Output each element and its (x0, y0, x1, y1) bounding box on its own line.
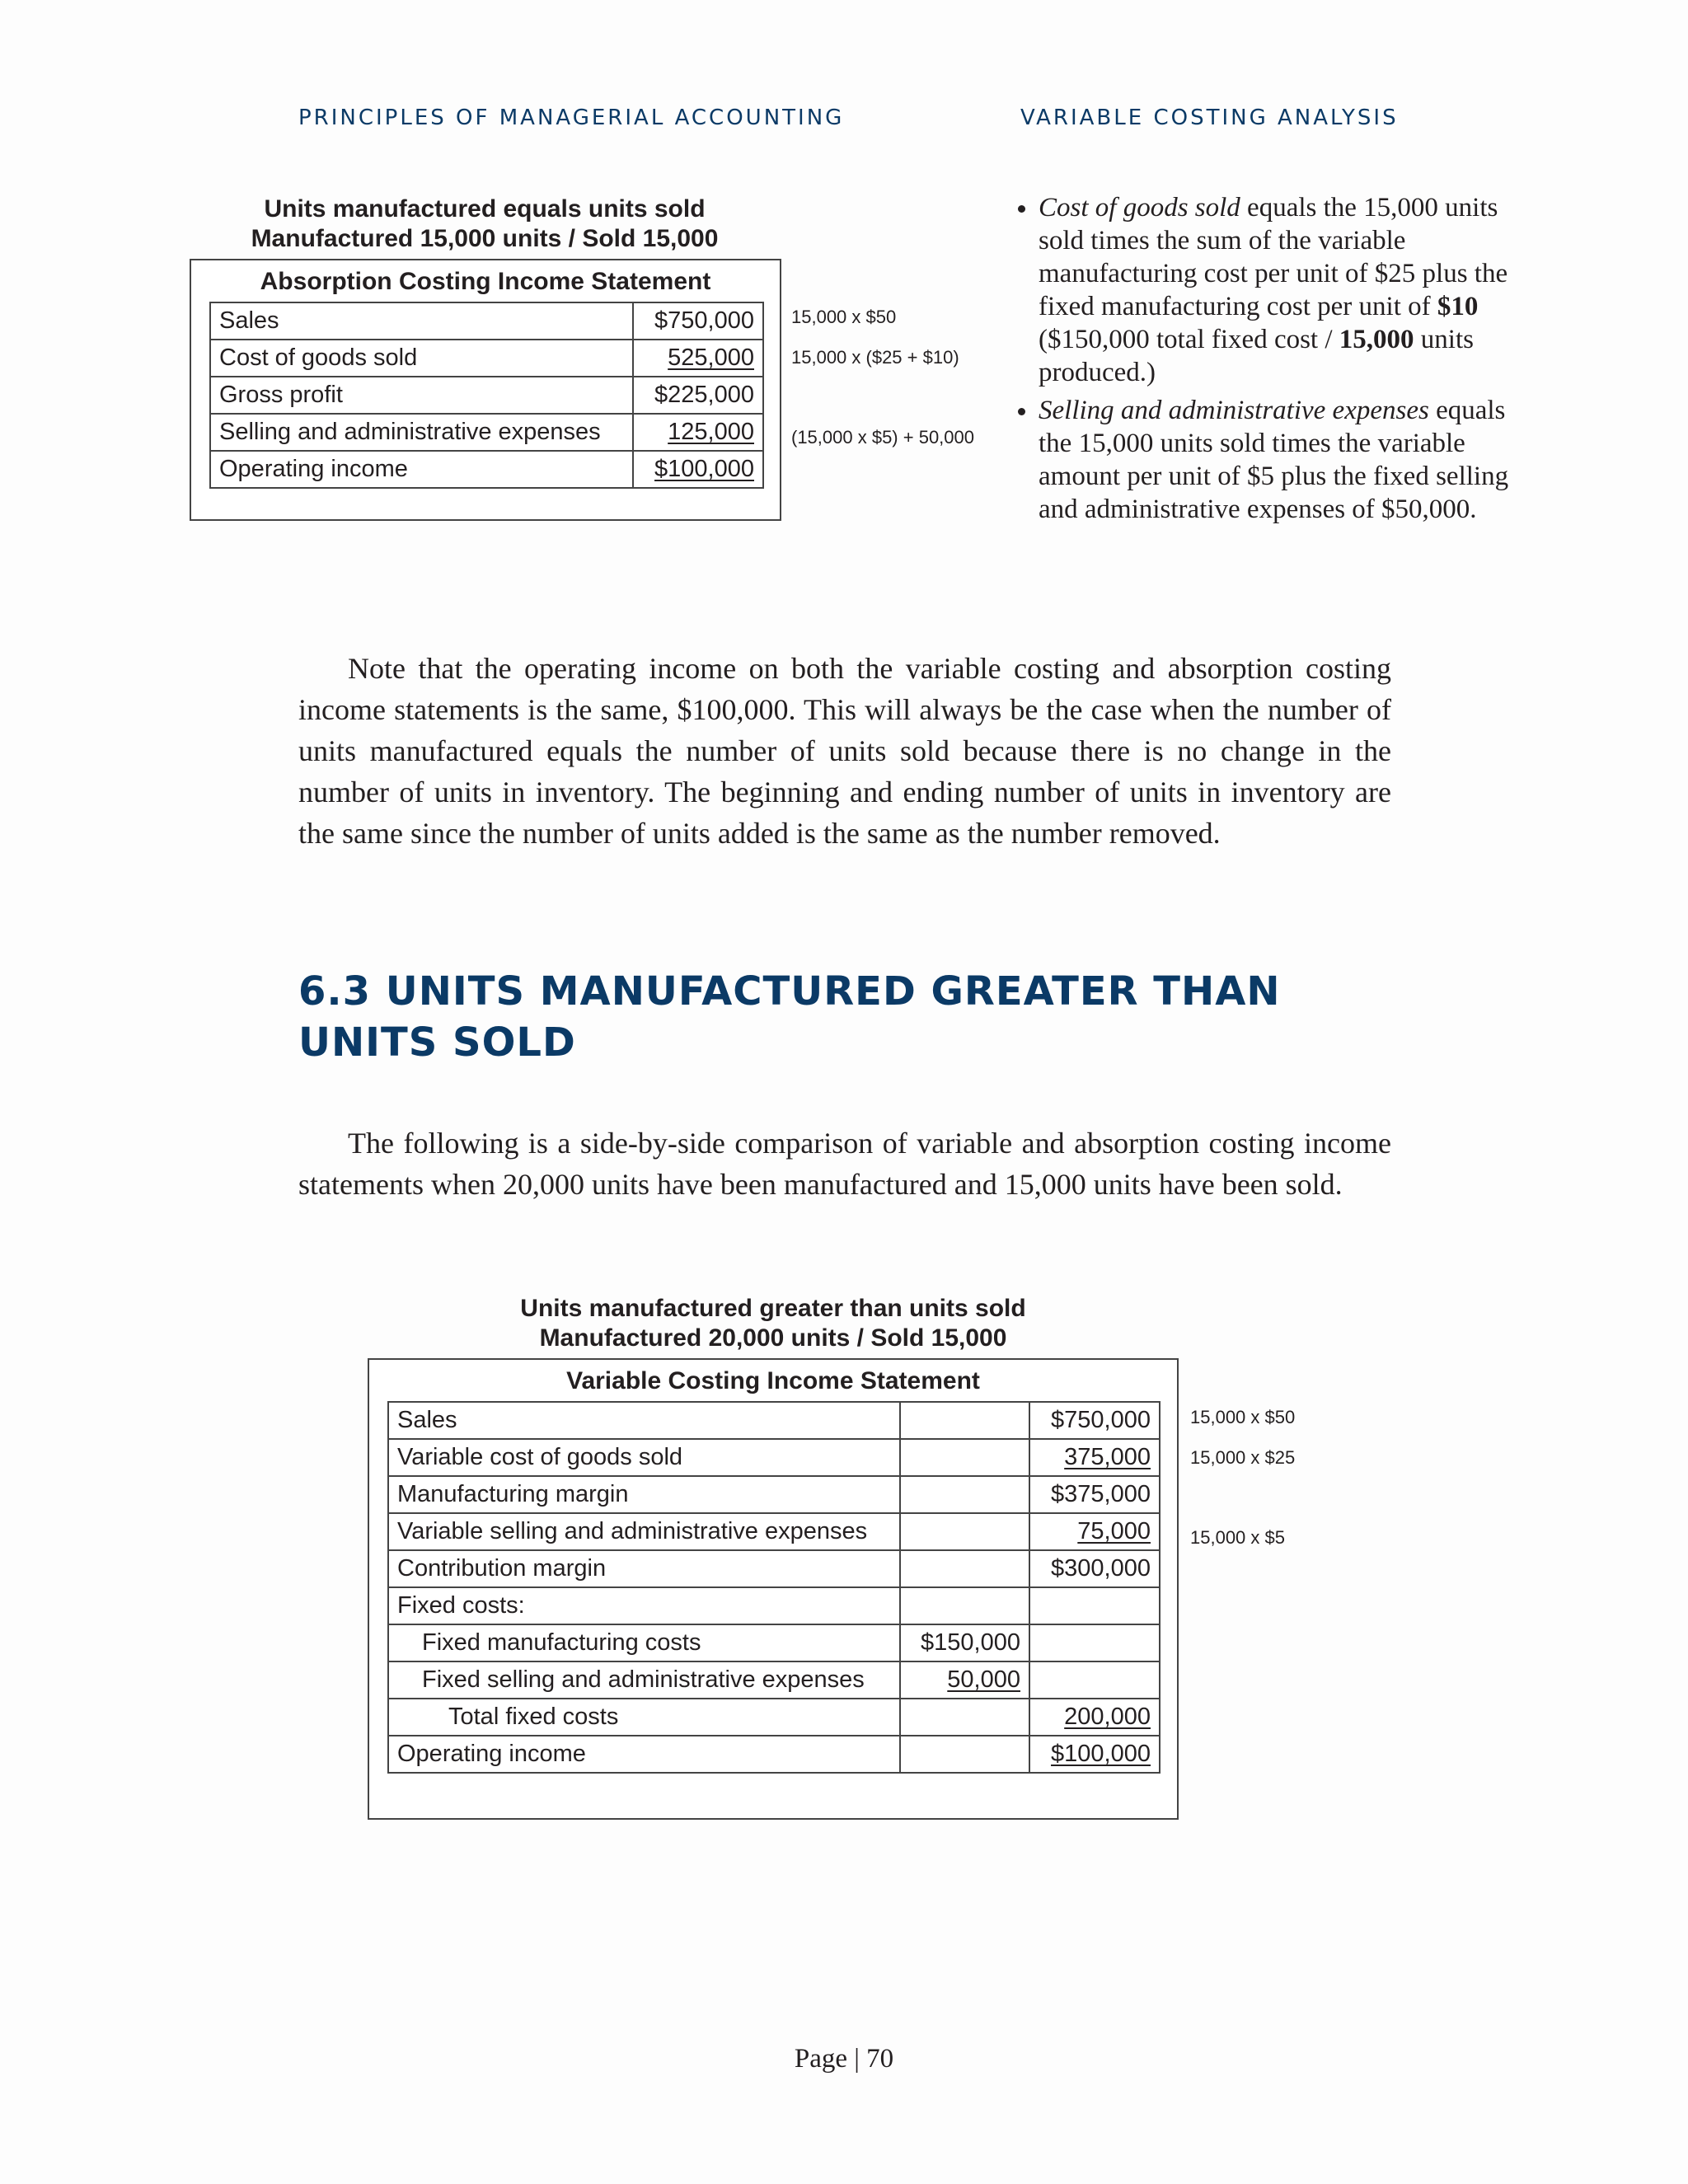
row-value: 75,000 (1077, 1518, 1151, 1544)
absorption-statement-title: Absorption Costing Income Statement (260, 268, 711, 295)
row-value (1029, 1661, 1160, 1699)
page-number: Page | 70 (794, 2044, 894, 2074)
variable-statement-title: Variable Costing Income Statement (566, 1367, 980, 1394)
row-mid-value (900, 1550, 1029, 1587)
row-value: $375,000 (1029, 1476, 1160, 1513)
row-mid-value (900, 1476, 1029, 1513)
row-value: $100,000 (1051, 1741, 1151, 1767)
row-value: $225,000 (633, 377, 763, 414)
table-row (210, 377, 763, 414)
row-mid-value (900, 1736, 1029, 1773)
row-mid-value: 50,000 (947, 1666, 1020, 1693)
row-label: Contribution margin (388, 1550, 900, 1587)
bullet-term: Selling and administrative expenses (1039, 396, 1429, 425)
row-label: Fixed selling and administrative expenses (388, 1661, 900, 1699)
row-label: Sales (210, 302, 633, 340)
table-row (210, 451, 763, 488)
row-value: $100,000 (654, 456, 754, 482)
bullet-cost-of-goods-sold (1039, 191, 1533, 389)
bullet-text: equals the 15,000 units sold times the sum of the variable manufacturing cost per unit of $25 plus the fixed manufacturing cost per unit of (1039, 193, 1508, 321)
variable-statement-table (387, 1401, 1160, 1774)
section-heading: 6.3 UNITS MANUFACTURED GREATER THAN UNITS SOLD (298, 968, 1281, 1066)
table-row (388, 1661, 1160, 1699)
row-mid-value (900, 1439, 1029, 1476)
row-label: Variable selling and administrative expenses (388, 1513, 900, 1550)
caption-line-2: Manufactured 20,000 units / Sold 15,000 (539, 1324, 1007, 1352)
bullet-selling-admin (1039, 394, 1533, 526)
variable-statement-caption (368, 1294, 1179, 1353)
row-label: Gross profit (210, 377, 633, 414)
table-row (210, 414, 763, 451)
calc-note: 15,000 x ($25 + $10) (791, 347, 959, 368)
table-row (388, 1736, 1160, 1773)
table-row (388, 1513, 1160, 1550)
row-value: 200,000 (1064, 1704, 1151, 1730)
table-row (388, 1699, 1160, 1736)
absorption-statement-caption (190, 194, 780, 254)
row-mid-value (900, 1699, 1029, 1736)
table-row (388, 1587, 1160, 1624)
row-label: Operating income (388, 1736, 900, 1773)
calc-note: 15,000 x $5 (1190, 1527, 1285, 1548)
row-mid-value (900, 1402, 1029, 1439)
row-value: $750,000 (1029, 1402, 1160, 1439)
row-value: 525,000 (668, 344, 754, 371)
row-label: Variable cost of goods sold (388, 1439, 900, 1476)
body-paragraph: Note that the operating income on both the variable costing and absorption costing income statements is the same, $100,000. This will always be the case when the number of units manufactured equals the number of units sold because there is no change in the number of units in inventory. The beginning and ending number of units in inventory are the same since the number of units added is the same as the number removed. (298, 652, 1391, 850)
row-label: Total fixed costs (388, 1699, 900, 1736)
row-value: $300,000 (1029, 1550, 1160, 1587)
row-label: Fixed manufacturing costs (388, 1624, 900, 1661)
row-value: $750,000 (633, 302, 763, 340)
table-row (388, 1624, 1160, 1661)
row-mid-value (900, 1513, 1029, 1550)
row-label: Selling and administrative expenses (210, 414, 633, 451)
caption-line-1: Units manufactured equals units sold (264, 195, 706, 223)
bullet-text: ($150,000 total fixed cost / (1039, 325, 1339, 354)
calc-note: 15,000 x $50 (791, 307, 897, 327)
row-label: Cost of goods sold (210, 340, 633, 377)
bullet-bold: 15,000 (1339, 325, 1414, 354)
row-value (1029, 1624, 1160, 1661)
calc-note: 15,000 x $25 (1190, 1447, 1296, 1468)
row-value: 125,000 (668, 419, 754, 445)
bullet-bold: $10 (1437, 292, 1479, 321)
absorption-statement-table (209, 302, 764, 489)
row-label: Operating income (210, 451, 633, 488)
table-row (210, 340, 763, 377)
variable-statement-box (368, 1358, 1179, 1820)
caption-line-1: Units manufactured greater than units sold (520, 1295, 1026, 1322)
row-value (1029, 1587, 1160, 1624)
row-label: Manufacturing margin (388, 1476, 900, 1513)
caption-line-2: Manufactured 15,000 units / Sold 15,000 (251, 225, 719, 252)
table-row (388, 1550, 1160, 1587)
bullet-text: equals the 15,000 units sold times the variable amount per unit of $5 plus the fixed selling and administrative expenses of $50,000. (1039, 396, 1509, 524)
calc-note: (15,000 x $5) + 50,000 (791, 427, 974, 448)
calc-note: 15,000 x $50 (1190, 1407, 1296, 1427)
body-paragraph: The following is a side-by-side comparison of variable and absorption costing income statements when 20,000 units have been manufactured and 15,000 units have been sold. (298, 1127, 1391, 1201)
row-label: Sales (388, 1402, 900, 1439)
table-row (210, 302, 763, 340)
running-header-chapter-title: VARIABLE COSTING ANALYSIS (1020, 105, 1399, 130)
table-row (388, 1402, 1160, 1439)
explanation-bullets (1007, 191, 1533, 531)
row-mid-value (900, 1587, 1029, 1624)
running-header-book-title: PRINCIPLES OF MANAGERIAL ACCOUNTING (298, 105, 845, 130)
row-label: Fixed costs: (388, 1587, 900, 1624)
table-row (388, 1476, 1160, 1513)
bullet-text: units produced.) (1039, 325, 1474, 387)
row-mid-value: $150,000 (900, 1624, 1029, 1661)
row-value: 375,000 (1064, 1444, 1151, 1470)
bullet-term: Cost of goods sold (1039, 193, 1240, 223)
absorption-statement-box (190, 259, 781, 521)
table-row (388, 1439, 1160, 1476)
